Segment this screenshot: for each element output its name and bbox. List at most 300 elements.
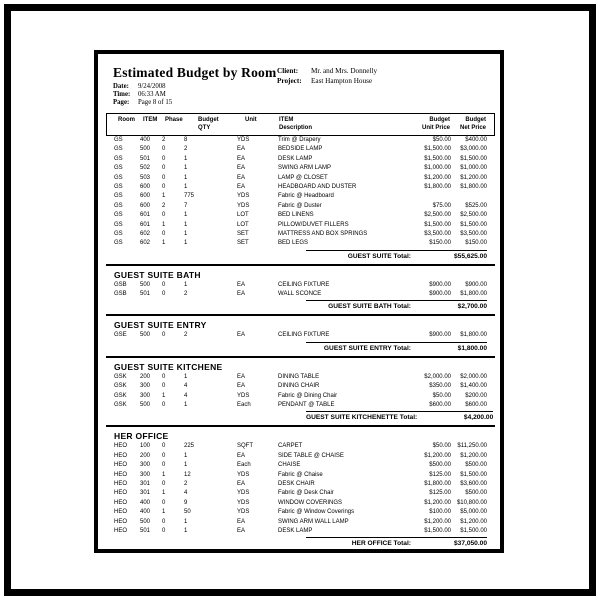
- cell-description: Fabric @ Duster: [278, 202, 322, 209]
- cell-room: HEO: [114, 509, 128, 516]
- total-rule: [306, 537, 487, 548]
- cell-room: HEO: [114, 499, 128, 506]
- cell-unit-price: $900.00: [429, 332, 451, 339]
- cell-phase: 0: [162, 230, 166, 237]
- cell-net-price: $900.00: [465, 281, 487, 288]
- cell-item: 300: [140, 392, 151, 399]
- table-row: [106, 136, 495, 145]
- col-header-line1: ITEM: [279, 117, 294, 123]
- cell-room: GS: [114, 240, 123, 247]
- table-row: [106, 392, 495, 401]
- total-spacer: [106, 342, 306, 353]
- cell-qty: 1: [184, 373, 188, 380]
- cell-description: LAMP @ CLOSET: [278, 174, 328, 181]
- client-label: Client:: [277, 67, 299, 75]
- cell-unit: YDS: [237, 471, 250, 478]
- cell-description: SWING ARM LAMP: [278, 165, 332, 172]
- cell-net-price: $1,500.00: [460, 527, 487, 534]
- cell-description: Fabric @ Desk Chair: [278, 490, 334, 497]
- cell-room: HEO: [114, 462, 128, 469]
- cell-unit-price: $1,500.00: [424, 221, 451, 228]
- cell-unit-price: $1,200.00: [424, 499, 451, 506]
- cell-unit: EA: [237, 383, 246, 390]
- table-row: [106, 401, 495, 410]
- cell-unit-price: $125.00: [429, 490, 451, 497]
- cell-item: 600: [140, 202, 151, 209]
- cell-room: GS: [114, 221, 123, 228]
- cell-unit-price: $125.00: [429, 471, 451, 478]
- col-header-phase: [163, 117, 183, 132]
- cell-room: GS: [114, 230, 123, 237]
- cell-net-price: $1,800.00: [460, 291, 487, 298]
- cell-unit-price: $75.00: [432, 202, 451, 209]
- cell-net-price: $1,200.00: [460, 518, 487, 525]
- cell-phase: 1: [162, 240, 166, 247]
- cell-description: CHAISE: [278, 462, 301, 469]
- cell-room: GS: [114, 212, 123, 219]
- cell-unit: EA: [237, 281, 246, 288]
- col-header-line1: Budget: [465, 117, 486, 123]
- total-spacer: [106, 300, 306, 311]
- section-total-amount: $1,800.00: [457, 344, 487, 352]
- date-label: Date:: [113, 83, 129, 90]
- cell-unit-price: $900.00: [429, 281, 451, 288]
- cell-unit-price: $50.00: [432, 137, 451, 143]
- section-total-row: [106, 342, 495, 353]
- cell-qty: 1: [184, 281, 188, 288]
- report-page: [94, 50, 504, 553]
- col-header-unit: [230, 117, 278, 132]
- cell-item: 600: [140, 193, 151, 200]
- client-value: Mr. and Mrs. Donnelly: [311, 67, 378, 75]
- col-header-line2: [245, 125, 278, 133]
- cell-unit: SQFT: [237, 443, 253, 450]
- cell-qty: 12: [184, 471, 191, 478]
- cell-net-price: $500.00: [465, 490, 487, 497]
- table-row: [106, 230, 495, 239]
- table-row: [106, 518, 495, 527]
- cell-room: GSB: [114, 281, 127, 288]
- cell-phase: 0: [162, 480, 166, 487]
- cell-phase: 1: [162, 490, 166, 497]
- cell-qty: 2: [184, 146, 188, 153]
- cell-phase: 0: [162, 373, 166, 380]
- cell-phase: 0: [162, 155, 166, 162]
- total-rule: [306, 250, 487, 261]
- cell-unit-price: $600.00: [429, 402, 451, 409]
- client-row: [277, 67, 377, 77]
- cell-unit: LOT: [237, 221, 249, 228]
- section-header: HER OFFICE: [114, 431, 169, 442]
- table-row: [106, 239, 495, 248]
- meta-date-row: [113, 83, 263, 91]
- cell-net-price: $1,400.00: [460, 383, 487, 390]
- cell-unit-price: $2,500.00: [424, 212, 451, 219]
- cell-phase: 0: [162, 462, 166, 469]
- cell-room: HEO: [114, 452, 128, 459]
- table-row: [106, 499, 495, 508]
- cell-item: 500: [140, 332, 151, 339]
- cell-qty: 1: [184, 212, 188, 219]
- cell-item: 501: [140, 155, 151, 162]
- cell-qty: 1: [184, 402, 188, 409]
- col-header-line1: Unit: [245, 117, 257, 123]
- cell-unit: EA: [237, 480, 246, 487]
- cell-item: 200: [140, 373, 151, 380]
- cell-unit-price: $1,500.00: [424, 155, 451, 162]
- cell-item: 301: [140, 480, 151, 487]
- table-body: [106, 136, 495, 553]
- cell-unit: YDS: [237, 509, 250, 516]
- cell-description: SIDE TABLE @ CHAISE: [278, 452, 344, 459]
- cell-description: BEDSIDE LAMP: [278, 146, 323, 153]
- cell-room: HEO: [114, 490, 128, 497]
- cell-item: 601: [140, 212, 151, 219]
- cell-description: MATTRESS AND BOX SPRINGS: [278, 230, 368, 237]
- cell-qty: 4: [184, 383, 188, 390]
- cell-description: Trim @ Drapery: [278, 137, 321, 143]
- cell-description: CEILING FIXTURE: [278, 332, 330, 339]
- table-row: [106, 155, 495, 164]
- cell-phase: 0: [162, 452, 166, 459]
- cell-qty: 2: [184, 332, 188, 339]
- cell-unit: EA: [237, 165, 246, 172]
- cell-unit: YDS: [237, 490, 250, 497]
- cell-phase: 1: [162, 392, 166, 399]
- col-header-item: [139, 117, 163, 132]
- col-header-unit-price: [390, 117, 450, 132]
- cell-qty: 1: [184, 230, 188, 237]
- cell-description: DESK LAMP: [278, 155, 313, 162]
- cell-phase: 1: [162, 509, 166, 516]
- page-label: Page:: [113, 99, 130, 106]
- cell-unit-price: $1,500.00: [424, 146, 451, 153]
- cell-item: 500: [140, 146, 151, 153]
- cell-qty: 2: [184, 291, 188, 298]
- report-title: Estimated Budget by Room: [113, 65, 277, 80]
- cell-item: 600: [140, 183, 151, 190]
- cell-room: HEO: [114, 443, 128, 450]
- section-total-label: HER OFFICE Total:: [351, 540, 411, 548]
- cell-net-price: $1,000.00: [460, 165, 487, 172]
- meta-time-row: [113, 91, 263, 99]
- cell-net-price: $1,800.00: [460, 332, 487, 339]
- col-header-line1: Budget: [198, 117, 219, 123]
- cell-unit: YDS: [237, 193, 250, 200]
- cell-unit-price: $100.00: [429, 509, 451, 516]
- col-header-line2: QTY: [198, 124, 211, 131]
- table-row: [106, 221, 495, 230]
- cell-phase: 0: [162, 291, 166, 298]
- cell-item: 301: [140, 490, 151, 497]
- col-header-line1: Budget: [429, 117, 450, 123]
- cell-phase: 0: [162, 174, 166, 181]
- cell-net-price: [451, 192, 487, 201]
- cell-phase: 0: [162, 165, 166, 172]
- cell-qty: 1: [184, 155, 188, 162]
- cell-item: 100: [140, 443, 151, 450]
- cell-unit: Each: [237, 462, 251, 469]
- table-row: [106, 290, 495, 299]
- cell-phase: 1: [162, 471, 166, 478]
- cell-phase: 0: [162, 212, 166, 219]
- cell-unit: YDS: [237, 202, 250, 209]
- cell-net-price: $3,000.00: [460, 146, 487, 153]
- cell-unit: SET: [237, 230, 249, 237]
- cell-unit-price: $3,500.00: [424, 230, 451, 237]
- cell-net-price: $5,000.00: [460, 509, 487, 516]
- cell-room: GS: [114, 174, 123, 181]
- cell-unit-price: $2,000.00: [424, 373, 451, 380]
- cell-qty: 1: [184, 221, 188, 228]
- cell-item: 300: [140, 471, 151, 478]
- cell-net-price: $10,800.00: [456, 499, 487, 506]
- cell-item: 500: [140, 518, 151, 525]
- col-header-qty: [175, 117, 230, 132]
- cell-item: 601: [140, 221, 151, 228]
- col-header-line2: Unit Price: [421, 124, 450, 131]
- col-header-line1: Phase: [165, 117, 183, 123]
- cell-phase: 0: [162, 281, 166, 288]
- cell-room: GS: [114, 202, 123, 209]
- cell-description: DINING CHAIR: [278, 383, 320, 390]
- table-row: [106, 461, 495, 470]
- cell-room: GS: [114, 137, 123, 143]
- cell-room: GSK: [114, 383, 127, 390]
- cell-phase: 0: [162, 443, 166, 450]
- cell-phase: 1: [162, 193, 166, 200]
- cell-item: 400: [140, 499, 151, 506]
- section-divider: [106, 314, 495, 316]
- cell-unit-price: $1,000.00: [424, 165, 451, 172]
- cell-item: 500: [140, 402, 151, 409]
- section-total-amount: $37,050.00: [453, 540, 487, 548]
- cell-unit-price: $50.00: [432, 443, 451, 450]
- cell-unit: Each: [237, 402, 251, 409]
- cell-unit-price: $150.00: [429, 240, 451, 247]
- cell-description: BED LEGS: [278, 240, 309, 247]
- cell-item: 602: [140, 240, 151, 247]
- section-total-label: GUEST SUITE KITCHENETTE Total:: [306, 414, 418, 422]
- cell-net-price: $200.00: [465, 392, 487, 399]
- cell-room: GSK: [114, 392, 127, 399]
- date-value: 9/24/2008: [138, 83, 166, 90]
- cell-net-price: $3,600.00: [460, 480, 487, 487]
- cell-net-price: $600.00: [465, 402, 487, 409]
- cell-unit-price: $50.00: [432, 392, 451, 399]
- cell-net-price: $1,200.00: [460, 452, 487, 459]
- page-value: Page 8 of 15: [138, 99, 173, 106]
- cell-phase: 1: [162, 221, 166, 228]
- cell-qty: 1: [184, 183, 188, 190]
- cell-unit: EA: [237, 146, 246, 153]
- col-header-room: [107, 117, 139, 132]
- cell-unit: EA: [237, 518, 246, 525]
- total-spacer: [106, 537, 306, 548]
- table-row: [106, 174, 495, 183]
- cell-room: GSE: [114, 332, 127, 339]
- cell-phase: 0: [162, 499, 166, 506]
- cell-room: GS: [114, 165, 123, 172]
- cell-qty: 1: [184, 527, 188, 534]
- cell-net-price: $2,500.00: [460, 212, 487, 219]
- cell-room: GSK: [114, 402, 127, 409]
- cell-qty: 2: [184, 480, 188, 487]
- cell-unit-price: $500.00: [429, 462, 451, 469]
- total-rule: [306, 342, 487, 353]
- table-row: [106, 192, 495, 201]
- report-header-left: [113, 65, 277, 107]
- table-row: [106, 281, 495, 290]
- cell-phase: 0: [162, 402, 166, 409]
- cell-unit: EA: [237, 373, 246, 380]
- cell-net-price: $3,500.00: [460, 230, 487, 237]
- section-total-label: GUEST SUITE BATH Total:: [328, 303, 411, 311]
- cell-unit: EA: [237, 452, 246, 459]
- cell-phase: 0: [162, 518, 166, 525]
- cell-description: PENDANT @ TABLE: [278, 402, 335, 409]
- table-row: [106, 373, 495, 382]
- table-row: [106, 480, 495, 489]
- cell-qty: 1: [184, 462, 188, 469]
- cell-room: GSK: [114, 373, 127, 380]
- cell-description: SWING ARM WALL LAMP: [278, 518, 349, 525]
- cell-description: CARPET: [278, 443, 303, 450]
- cell-room: GSB: [114, 291, 127, 298]
- cell-description: WALL SCONCE: [278, 291, 322, 298]
- cell-unit: YDS: [237, 137, 250, 143]
- table-row: [106, 508, 495, 517]
- total-spacer: [106, 250, 306, 261]
- cell-unit-price: [391, 192, 451, 201]
- cell-room: HEO: [114, 527, 128, 534]
- cell-room: HEO: [114, 518, 128, 525]
- table-row: [106, 202, 495, 211]
- cell-unit-price: $350.00: [429, 383, 451, 390]
- col-header-line2: Description: [279, 124, 313, 131]
- cell-unit-price: $900.00: [429, 291, 451, 298]
- table-row: [106, 489, 495, 498]
- cell-unit: EA: [237, 183, 246, 190]
- col-header-line2: [118, 125, 139, 133]
- cell-phase: 2: [162, 137, 166, 143]
- cell-qty: 4: [184, 392, 188, 399]
- cell-net-price: $525.00: [465, 202, 487, 209]
- section-total-label: GUEST SUITE Total:: [347, 252, 411, 260]
- table-row: [106, 331, 495, 340]
- cell-description: DINING TABLE: [278, 373, 320, 380]
- table-row: [106, 164, 495, 173]
- table-row: [106, 145, 495, 154]
- table-row: [106, 211, 495, 220]
- col-header-line2: [143, 125, 163, 133]
- cell-description: PILLOW/DUVET FILLERS: [278, 221, 349, 228]
- final-rule: [106, 551, 495, 553]
- cell-unit: LOT: [237, 212, 249, 219]
- table-row: [106, 442, 495, 451]
- cell-qty: 1: [184, 518, 188, 525]
- cell-unit-price: $1,200.00: [424, 452, 451, 459]
- cell-room: GS: [114, 193, 123, 200]
- cell-qty: 50: [184, 509, 191, 516]
- cell-unit-price: $1,500.00: [424, 527, 451, 534]
- cell-net-price: $1,500.00: [460, 155, 487, 162]
- table-row: [106, 527, 495, 536]
- cell-qty: 1: [184, 165, 188, 172]
- cell-item: 300: [140, 462, 151, 469]
- section-total-row: [106, 537, 495, 548]
- cell-room: HEO: [114, 480, 128, 487]
- cell-qty: 4: [184, 490, 188, 497]
- total-spacer: [106, 411, 306, 422]
- table-header-row: [106, 113, 495, 136]
- section-total-amount: $2,700.00: [457, 303, 487, 311]
- cell-room: GS: [114, 155, 123, 162]
- cell-description: Fabric @ Headboard: [278, 193, 334, 200]
- cell-item: 501: [140, 527, 151, 534]
- table-row: [106, 382, 495, 391]
- cell-qty: 225: [184, 443, 195, 450]
- cell-phase: 2: [162, 202, 166, 209]
- cell-item: 502: [140, 165, 151, 172]
- cell-description: Fabric @ Window Coverings: [278, 509, 355, 516]
- time-label: Time:: [113, 91, 131, 98]
- cell-unit-price: $1,800.00: [424, 183, 451, 190]
- cell-item: 300: [140, 383, 151, 390]
- cell-description: HEADBOARD AND DUSTER: [278, 183, 357, 190]
- project-value: East Hampton House: [311, 76, 373, 85]
- cell-phase: 0: [162, 332, 166, 339]
- cell-item: 602: [140, 230, 151, 237]
- cell-unit-price: $1,200.00: [424, 518, 451, 525]
- cell-item: 200: [140, 452, 151, 459]
- cell-phase: 0: [162, 527, 166, 534]
- cell-qty: 1: [184, 452, 188, 459]
- total-rule: [306, 411, 493, 422]
- cell-net-price: $500.00: [465, 462, 487, 469]
- budget-table: [106, 113, 495, 553]
- col-header-description: [278, 117, 390, 132]
- table-row: [106, 471, 495, 480]
- section-header: GUEST SUITE ENTRY: [114, 320, 207, 331]
- cell-unit: EA: [237, 527, 246, 534]
- col-header-line2: [165, 125, 175, 133]
- cell-qty: 9: [184, 499, 188, 506]
- cell-unit: YDS: [237, 499, 250, 506]
- meta-page-row: [113, 99, 263, 107]
- cell-net-price: $11,250.00: [457, 443, 487, 450]
- cell-unit: EA: [237, 291, 246, 298]
- cell-description: Fabric @ Chaise: [278, 471, 323, 478]
- report-header: [106, 66, 495, 107]
- col-header-line2: Net Price: [459, 124, 486, 131]
- project-row: [277, 77, 377, 87]
- section-total-amount: $4,200.00: [463, 414, 494, 422]
- cell-description: CEILING FIXTURE: [278, 281, 330, 288]
- section-divider: [106, 356, 495, 358]
- cell-unit: SET: [237, 240, 249, 247]
- cell-qty: 775: [184, 193, 195, 200]
- cell-room: GS: [114, 183, 123, 190]
- cell-net-price: $2,000.00: [460, 373, 487, 380]
- cell-qty: 1: [184, 174, 188, 181]
- cell-description: DESK CHAIR: [278, 480, 315, 487]
- cell-description: WINDOW COVERINGS: [278, 499, 342, 506]
- time-value: 06:33 AM: [138, 91, 166, 98]
- cell-unit-price: $1,200.00: [424, 174, 451, 181]
- cell-net-price: $1,200.00: [460, 174, 487, 181]
- cell-unit: EA: [237, 332, 246, 339]
